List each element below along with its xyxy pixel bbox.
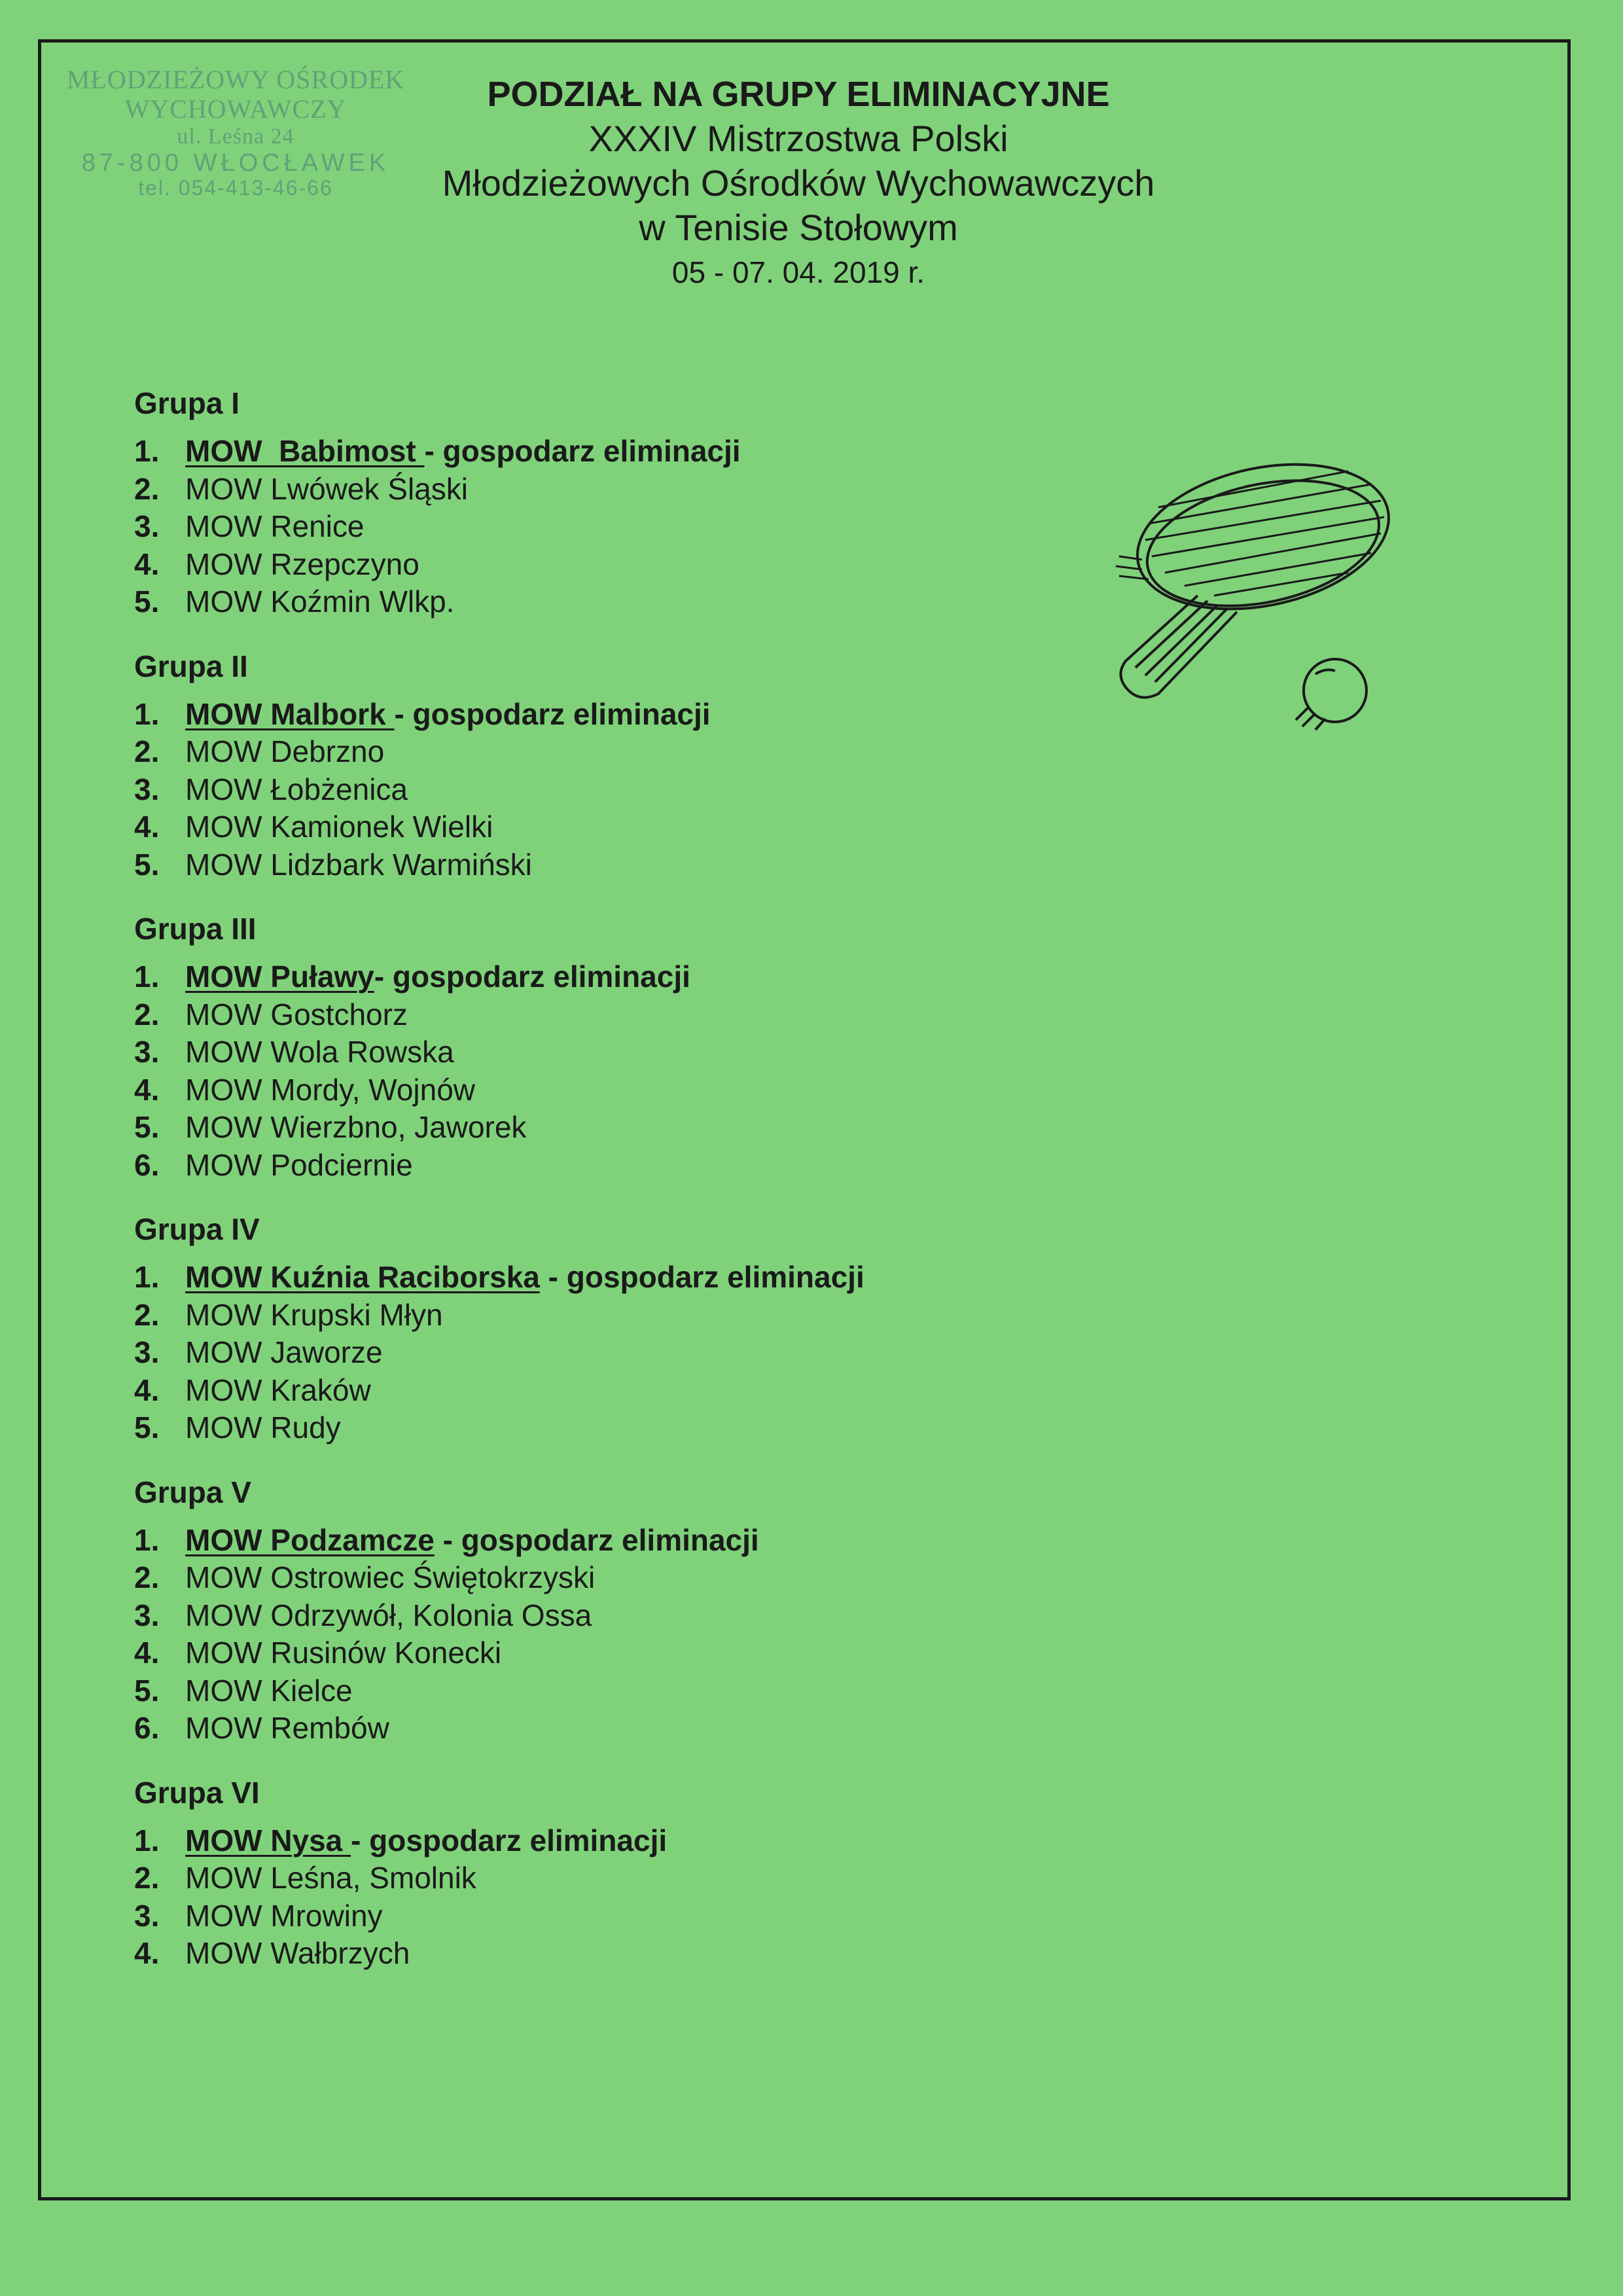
- group-section: [134, 1772, 1116, 1973]
- host-list-item: [134, 433, 1116, 471]
- list-item: [134, 1033, 1116, 1071]
- participant-name: MOW Podciernie: [185, 1147, 413, 1182]
- participant-name: MOW Ostrowiec Świętokrzyski: [185, 1560, 596, 1594]
- list-item: [134, 771, 1116, 809]
- list-item: [134, 546, 1116, 584]
- host-name: MOW Malbork: [185, 696, 395, 731]
- event-dates: 05 - 07. 04. 2019 r.: [671, 255, 925, 289]
- host-list-item: [134, 696, 1116, 734]
- group-section: [134, 383, 1116, 621]
- host-note: - gospodarz eliminacji: [374, 960, 690, 994]
- stamp-line-2: WYCHOWAWCZY: [124, 94, 347, 124]
- item-number: 5.: [134, 847, 160, 882]
- table-tennis-paddle-and-ball-icon: [1099, 445, 1400, 753]
- item-number: 2.: [134, 471, 160, 506]
- item-number: 1.: [134, 960, 160, 994]
- participant-name: MOW Wierzbno, Jaworek: [185, 1110, 527, 1144]
- item-number: 4.: [134, 1072, 160, 1107]
- item-number: 3.: [134, 1335, 160, 1369]
- participant-name: MOW Leśna, Smolnik: [185, 1861, 476, 1895]
- item-number: 3.: [134, 1898, 160, 1933]
- list-item: [134, 1935, 1116, 1973]
- list-item: [134, 846, 1116, 884]
- list-item: [134, 583, 1116, 621]
- participant-name: MOW Lwówek Śląski: [185, 471, 468, 506]
- item-number: 1.: [134, 1260, 160, 1294]
- document-subtitle-line-2: Młodzieżowych Ośrodków Wychowawczych: [442, 162, 1155, 204]
- item-number: 4.: [134, 1936, 160, 1970]
- document-subtitle: XXXIV Mistrzostwa Polski: [588, 118, 1008, 159]
- participant-name: MOW Debrzno: [185, 734, 385, 768]
- list-item: [134, 471, 1116, 509]
- list-item: [134, 1372, 1116, 1410]
- group-section: [134, 646, 1116, 884]
- item-number: 2.: [134, 734, 160, 768]
- participant-name: MOW Wola Rowska: [185, 1035, 454, 1069]
- group-title: Grupa IV: [134, 1212, 260, 1246]
- list-item: [134, 1109, 1116, 1147]
- item-number: 4.: [134, 1636, 160, 1670]
- host-name: MOW Kuźnia Raciborska: [185, 1260, 540, 1294]
- item-number: 5.: [134, 1673, 160, 1708]
- group-section: [134, 908, 1116, 1184]
- stamp-line-5: tel. 054-413-46-66: [138, 176, 333, 200]
- stamp-line-4: 87-800 WŁOCŁAWEK: [81, 149, 390, 177]
- host-list-item: [134, 1259, 1116, 1297]
- participant-name: MOW Mrowiny: [185, 1898, 383, 1933]
- item-number: 3.: [134, 1598, 160, 1632]
- participant-name: MOW Mordy, Wojnów: [185, 1072, 476, 1107]
- host-name: MOW Podzamcze: [185, 1522, 435, 1557]
- item-number: 2.: [134, 1861, 160, 1895]
- host-name: MOW Puławy: [185, 960, 374, 994]
- participant-name: MOW Rudy: [185, 1410, 341, 1444]
- item-number: 1.: [134, 696, 160, 731]
- participant-name: MOW Rzepczyno: [185, 547, 419, 581]
- group-section: [134, 1209, 1116, 1447]
- host-note: - gospodarz eliminacji: [394, 696, 711, 731]
- institution-stamp: [62, 65, 409, 200]
- item-number: 2.: [134, 1297, 160, 1332]
- group-title: Grupa I: [134, 386, 240, 420]
- item-number: 1.: [134, 434, 160, 468]
- host-note: - gospodarz eliminacji: [351, 1823, 668, 1857]
- participant-name: MOW Wałbrzych: [185, 1936, 410, 1970]
- group-title: Grupa V: [134, 1475, 251, 1509]
- group-title: Grupa III: [134, 912, 257, 946]
- item-number: 3.: [134, 509, 160, 543]
- item-number: 2.: [134, 997, 160, 1031]
- item-number: 5.: [134, 584, 160, 619]
- list-item: [134, 1559, 1116, 1597]
- list-item: [134, 1634, 1116, 1672]
- host-list-item: [134, 958, 1116, 996]
- item-number: 6.: [134, 1711, 160, 1745]
- group-section: [134, 1472, 1116, 1748]
- item-number: 2.: [134, 1560, 160, 1594]
- participant-name: MOW Kielce: [185, 1673, 353, 1708]
- participant-name: MOW Jaworze: [185, 1335, 383, 1369]
- group-title: Grupa II: [134, 649, 248, 683]
- item-number: 1.: [134, 1823, 160, 1857]
- participant-name: MOW Gostchorz: [185, 997, 408, 1031]
- list-item: [134, 1297, 1116, 1335]
- list-item: [134, 1334, 1116, 1372]
- group-title: Grupa VI: [134, 1775, 260, 1810]
- list-item: [134, 996, 1116, 1034]
- document-title: PODZIAŁ NA GRUPY ELIMINACYJNE: [487, 75, 1110, 114]
- host-list-item: [134, 1522, 1116, 1560]
- item-number: 3.: [134, 1035, 160, 1069]
- list-item: [134, 1071, 1116, 1109]
- host-note: - gospodarz eliminacji: [434, 1522, 759, 1557]
- item-number: 6.: [134, 1147, 160, 1182]
- list-item: [134, 1147, 1116, 1185]
- list-item: [134, 1859, 1116, 1897]
- item-number: 3.: [134, 772, 160, 806]
- list-item: [134, 1409, 1116, 1447]
- participant-name: MOW Rembów: [185, 1711, 389, 1745]
- stamp-line-1: MŁODZIEŻOWY OŚRODEK: [66, 65, 405, 94]
- item-number: 4.: [134, 810, 160, 844]
- list-item: [134, 1672, 1116, 1710]
- host-note: - gospodarz eliminacji: [424, 434, 741, 468]
- item-number: 5.: [134, 1410, 160, 1444]
- stamp-line-3: ul. Leśna 24: [177, 124, 294, 149]
- list-item: [134, 1710, 1116, 1748]
- item-number: 4.: [134, 547, 160, 581]
- participant-name: MOW Koźmin Wlkp.: [185, 584, 455, 619]
- participant-name: MOW Renice: [185, 509, 365, 543]
- list-item: [134, 508, 1116, 546]
- participant-name: MOW Kraków: [185, 1372, 371, 1407]
- participant-name: MOW Lidzbark Warmiński: [185, 847, 532, 882]
- document-header: [393, 72, 1204, 293]
- item-number: 4.: [134, 1372, 160, 1407]
- participant-name: MOW Rusinów Konecki: [185, 1636, 502, 1670]
- participant-name: MOW Krupski Młyn: [185, 1297, 443, 1332]
- item-number: 1.: [134, 1522, 160, 1557]
- list-item: [134, 1897, 1116, 1935]
- document-subtitle-line-3: w Tenisie Stołowym: [639, 207, 958, 248]
- participant-name: MOW Kamionek Wielki: [185, 810, 493, 844]
- host-name: MOW Babimost: [185, 434, 425, 468]
- list-item: [134, 808, 1116, 846]
- participant-name: MOW Łobżenica: [185, 772, 408, 806]
- list-item: [134, 1597, 1116, 1635]
- item-number: 5.: [134, 1110, 160, 1144]
- list-item: [134, 733, 1116, 771]
- host-name: MOW Nysa: [185, 1823, 351, 1857]
- host-list-item: [134, 1822, 1116, 1860]
- participant-name: MOW Odrzywół, Kolonia Ossa: [185, 1598, 592, 1632]
- host-note: - gospodarz eliminacji: [539, 1260, 865, 1294]
- groups-list: [134, 383, 1116, 1998]
